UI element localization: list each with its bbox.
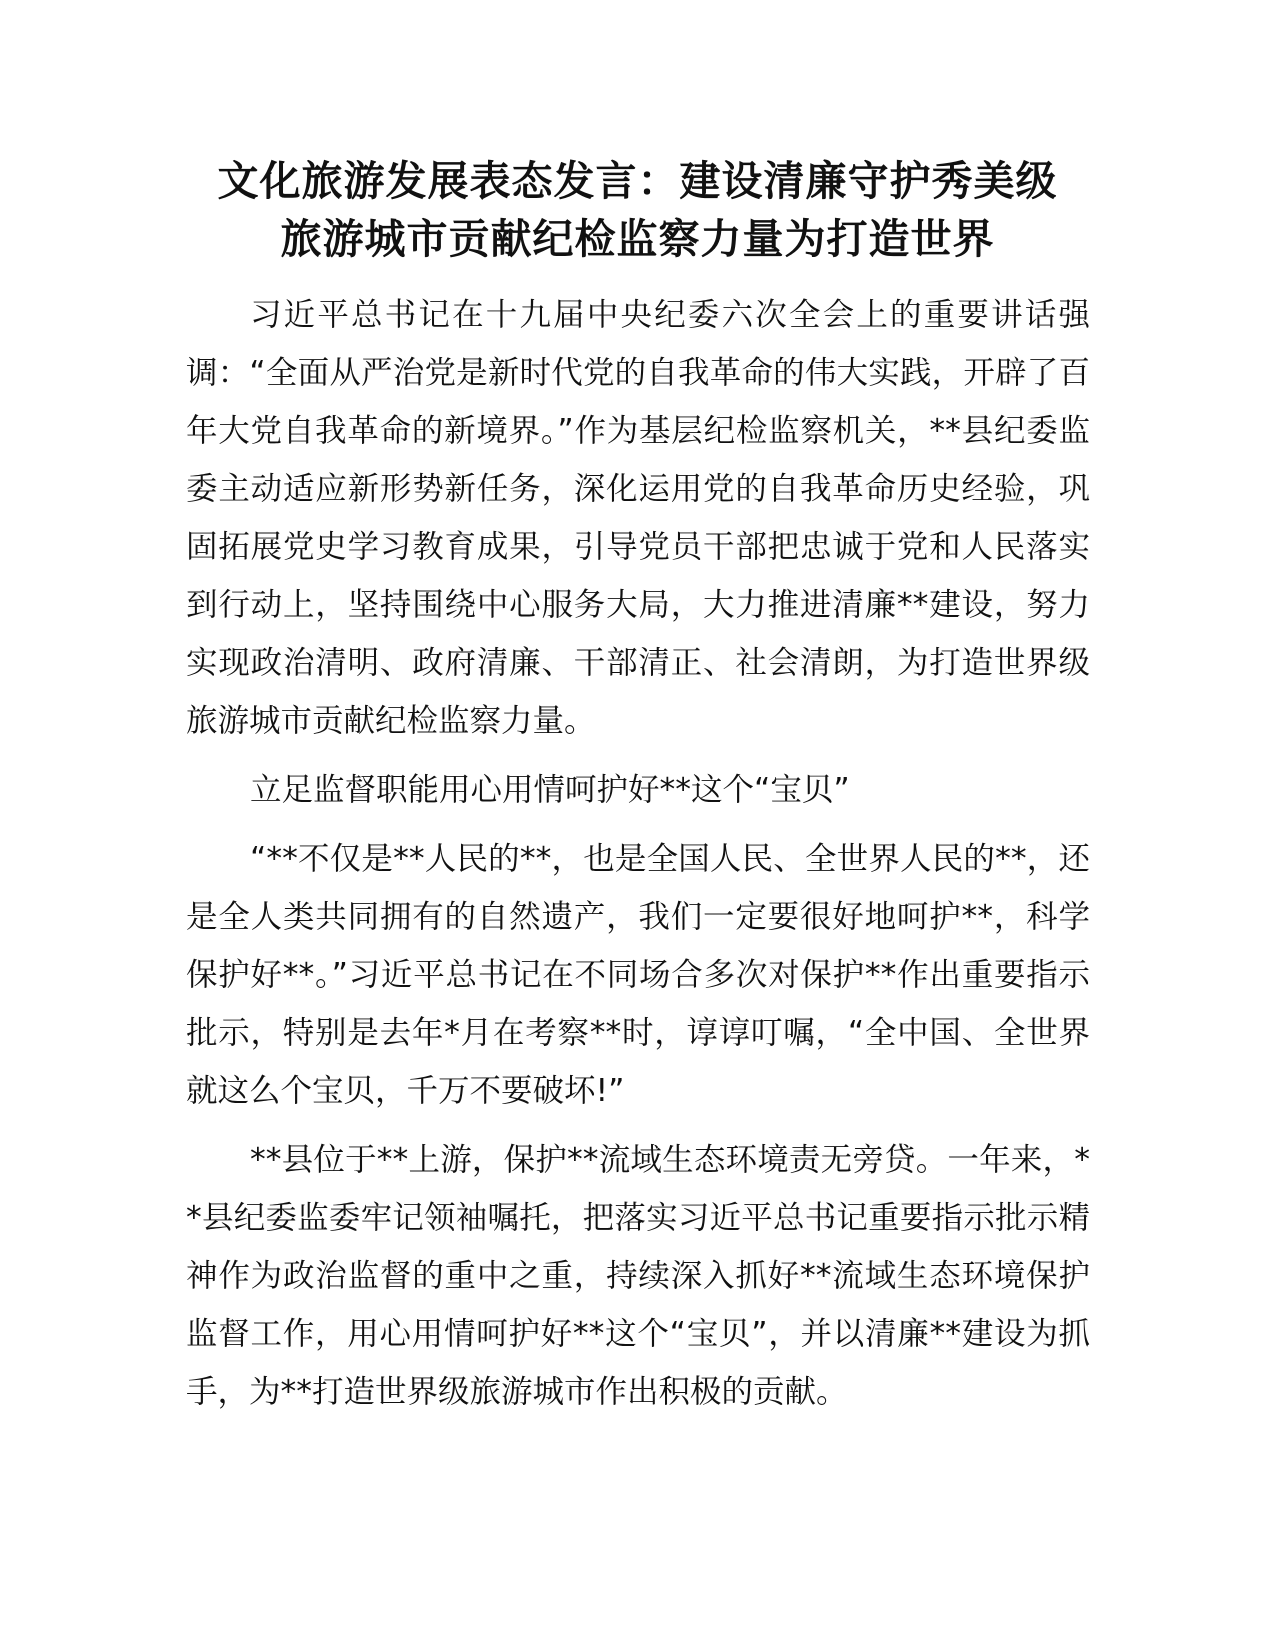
section-heading: 立足监督职能用心用情呵护好**这个“宝贝” (250, 772, 850, 808)
paragraph-intro: 习近平总书记在十九届中央纪委六次全会上的重要讲话强调：“全面从严治党是新时代党的自我革命的伟大实践，开辟了百年大党自我革命的新境界。”作为基层纪检监察机关，**县纪委监委主动适应新形势新任务，深化运用党的自我革命历史经验，巩固拓展党史学习教育成果，引导党员干部把忠诚于党和人民落实到行动上，坚持围绕中心服务大局，大力推进清廉**建设，努力实现政治清明、政府清廉、干部清正、社会清朗，为打造世界级旅游城市贡献纪检监察力量。 (186, 297, 1090, 739)
paragraph-county: **县位于**上游，保护**流域生态环境责无旁贷。一年来，**县纪委监委牢记领袖嘱托，把落实习近平总书记重要指示批示精神作为政治监督的重中之重，持续深入抓好**流域生态环境保护监督工作，用心用情呵护好**这个“宝贝”，并以清廉**建设为抓手，为**打造世界级旅游城市作出积极的贡献。 (186, 1142, 1090, 1410)
document-body (186, 286, 1090, 1432)
document-title-line-1: 文化旅游发展表态发言：建设清廉守护秀美级 (217, 157, 1058, 205)
paragraph-quote: “**不仅是**人民的**，也是全国人民、全世界人民的**，还是全人类共同拥有的自然遗产，我们一定要很好地呵护**，科学保护好**。”习近平总书记在不同场合多次对保护**作出重要指示批示，特别是去年*月在考察**时，谆谆叮嘱，“全中国、全世界就这么个宝贝，千万不要破坏!” (186, 841, 1090, 1109)
document-title-line-2: 旅游城市贡献纪检监察力量为打造世界 (280, 215, 995, 263)
